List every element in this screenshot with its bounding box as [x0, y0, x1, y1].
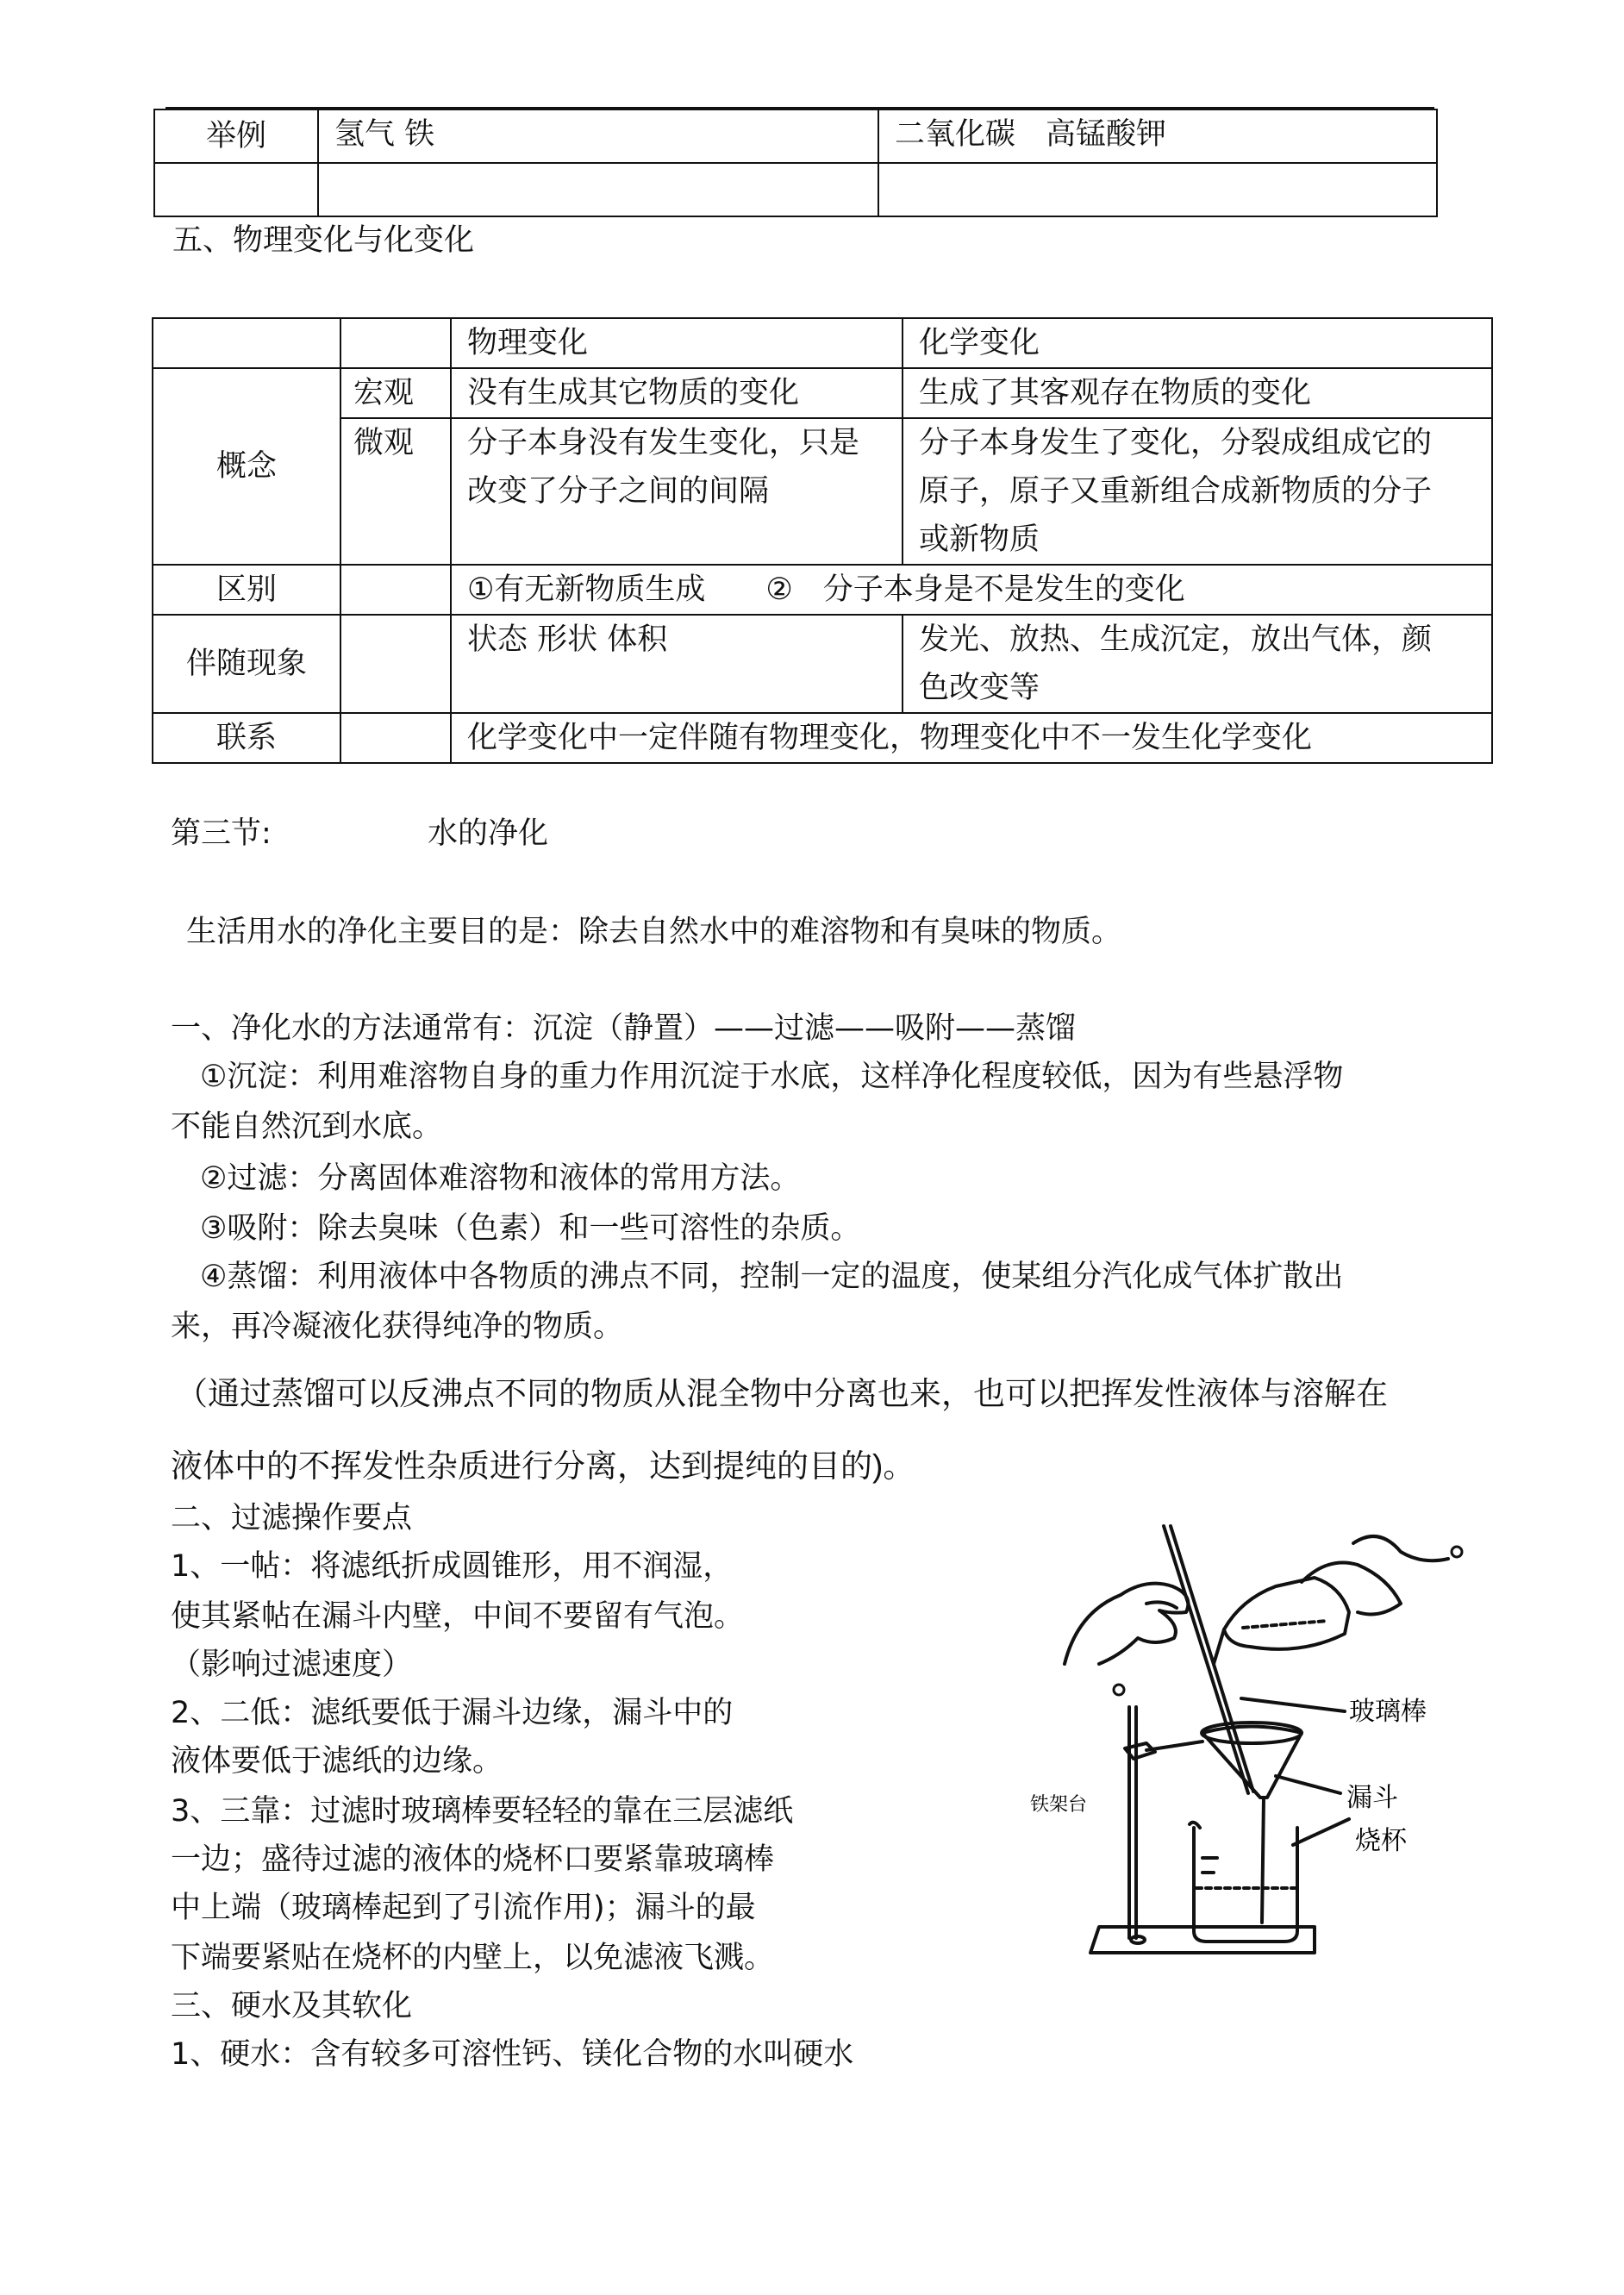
difference-label: 区别 — [153, 565, 340, 615]
micro-chemical-cell — [903, 418, 1492, 565]
section-label: 第三节: — [171, 816, 272, 851]
empty-cell — [878, 163, 1437, 216]
micro-physical-line: 改变了分子之间的间隔 — [467, 474, 770, 509]
method-distillation-cont: 来，再冷凝液化获得纯净的物质。 — [171, 1310, 624, 1344]
hardwater-line: 1、硬水：含有较多可溶性钙、镁化合物的水叫硬水 — [171, 2037, 854, 2072]
macro-label: 宏观 — [340, 368, 451, 418]
method-distillation: ④蒸馏：利用液体中各物质的沸点不同，控制一定的温度，使某组分汽化成气体扩散出 — [200, 1260, 1344, 1294]
empty-cell — [340, 713, 451, 763]
empty-cell — [340, 615, 451, 713]
macro-physical-cell: 没有生成其它物质的变化 — [451, 368, 903, 418]
micro-physical-cell — [451, 418, 903, 565]
empty-cell — [318, 163, 878, 216]
filtration-line: 液体要低于滤纸的边缘。 — [171, 1744, 503, 1779]
phenomena-physical-cell: 状态 形状 体积 — [451, 615, 903, 713]
empty-cell — [154, 163, 318, 216]
section-title: 五、物理变化与化变化 — [172, 223, 475, 258]
label-glass-rod: 玻璃棒 — [1349, 1697, 1427, 1727]
filtration-line: 1、一帖：将滤纸折成圆锥形，用不润湿， — [171, 1549, 734, 1584]
empty-cell — [340, 565, 451, 615]
section-heading: 水的净化 — [428, 816, 549, 851]
glass-rod — [1164, 1526, 1248, 1793]
phenomena-chemical-line: 发光、放热、生成沉定，放出气体，颜 — [919, 622, 1433, 657]
header-chemical: 化学变化 — [903, 318, 1492, 368]
hardwater-title: 三、硬水及其软化 — [171, 1989, 413, 2023]
filtration-line: 中上端（玻璃棒起到了引流作用)；漏斗的最 — [171, 1891, 756, 1925]
filtration-apparatus-diagram — [1017, 1517, 1465, 2000]
filtration-line: 使其紧帖在漏斗内壁，中间不要留有气泡。 — [171, 1599, 745, 1634]
relation-label: 联系 — [153, 713, 340, 763]
phenomena-chemical-line: 色改变等 — [919, 671, 1040, 705]
filtration-title: 二、过滤操作要点 — [171, 1501, 413, 1535]
empty-cell — [153, 318, 340, 368]
label-beaker: 烧杯 — [1355, 1826, 1407, 1856]
filtration-line: 2、二低：滤纸要低于漏斗边缘，漏斗中的 — [171, 1696, 734, 1730]
examples-elements-cell: 氢气 铁 — [318, 109, 878, 163]
micro-label: 微观 — [340, 418, 451, 565]
phenomena-label: 伴随现象 — [153, 615, 340, 713]
distillation-note-cont: 液体中的不挥发性杂质进行分离，达到提纯的目的)。 — [171, 1448, 915, 1484]
micro-chemical-line: 原子，原子又重新组合成新物质的分子 — [919, 474, 1433, 509]
difference-cell: ①有无新物质生成 ② 分子本身是不是发生的变化 — [451, 565, 1492, 615]
method-adsorption: ③吸附：除去臭味（色素）和一些可溶性的杂质。 — [200, 1211, 861, 1246]
empty-cell — [340, 318, 451, 368]
micro-physical-line: 分子本身没有发生变化，只是 — [467, 426, 860, 460]
filtration-line: 3、三靠：过滤时玻璃棒要轻轻的靠在三层滤纸 — [171, 1794, 794, 1829]
filtration-line: 下端要紧贴在烧杯的内壁上，以免滤液飞溅。 — [171, 1941, 775, 1975]
label-funnel: 漏斗 — [1346, 1783, 1398, 1813]
left-hand — [1065, 1584, 1188, 1664]
relation-cell: 化学变化中一定伴随有物理变化，物理变化中不一发生化学变化 — [451, 713, 1492, 763]
change-comparison-table — [152, 317, 1493, 764]
distillation-note: （通过蒸馏可以反沸点不同的物质从混全物中分离也来，也可以把挥发性液体与溶解在 — [176, 1376, 1388, 1411]
concept-label: 概念 — [153, 368, 340, 565]
right-hand — [1302, 1536, 1448, 1614]
purpose-text: 生活用水的净化主要目的是：除去自然水中的难溶物和有臭味的物质。 — [186, 915, 1122, 949]
method-filtration: ②过滤：分离固体难溶物和液体的常用方法。 — [200, 1161, 801, 1196]
header-physical: 物理变化 — [451, 318, 903, 368]
macro-chemical-cell: 生成了其客观存在物质的变化 — [903, 368, 1492, 418]
pouring-beaker — [1224, 1578, 1349, 1649]
label-iron-stand: 铁架台 — [1030, 1794, 1088, 1816]
beaker — [1194, 1828, 1297, 1942]
examples-label-cell: 举例 — [154, 109, 318, 163]
method-sedimentation-cont: 不能自然沉到水底。 — [171, 1110, 443, 1144]
filtration-line: （影响过滤速度） — [171, 1648, 413, 1682]
examples-table — [153, 109, 1438, 217]
filtration-line: 一边；盛待过滤的液体的烧杯口要紧靠玻璃棒 — [171, 1842, 775, 1877]
phenomena-chemical-cell — [903, 615, 1492, 713]
micro-chemical-line: 或新物质 — [919, 522, 1040, 557]
examples-compounds-cell: 二氧化碳 高锰酸钾 — [878, 109, 1437, 163]
method-sedimentation: ①沉淀：利用难溶物自身的重力作用沉淀于水底，这样净化程度较低，因为有些悬浮物 — [200, 1060, 1344, 1094]
micro-chemical-line: 分子本身发生了变化，分裂成组成它的 — [919, 426, 1433, 460]
methods-title: 一、净化水的方法通常有：沉淀（静置）——过滤——吸附——蒸馏 — [171, 1011, 1077, 1046]
